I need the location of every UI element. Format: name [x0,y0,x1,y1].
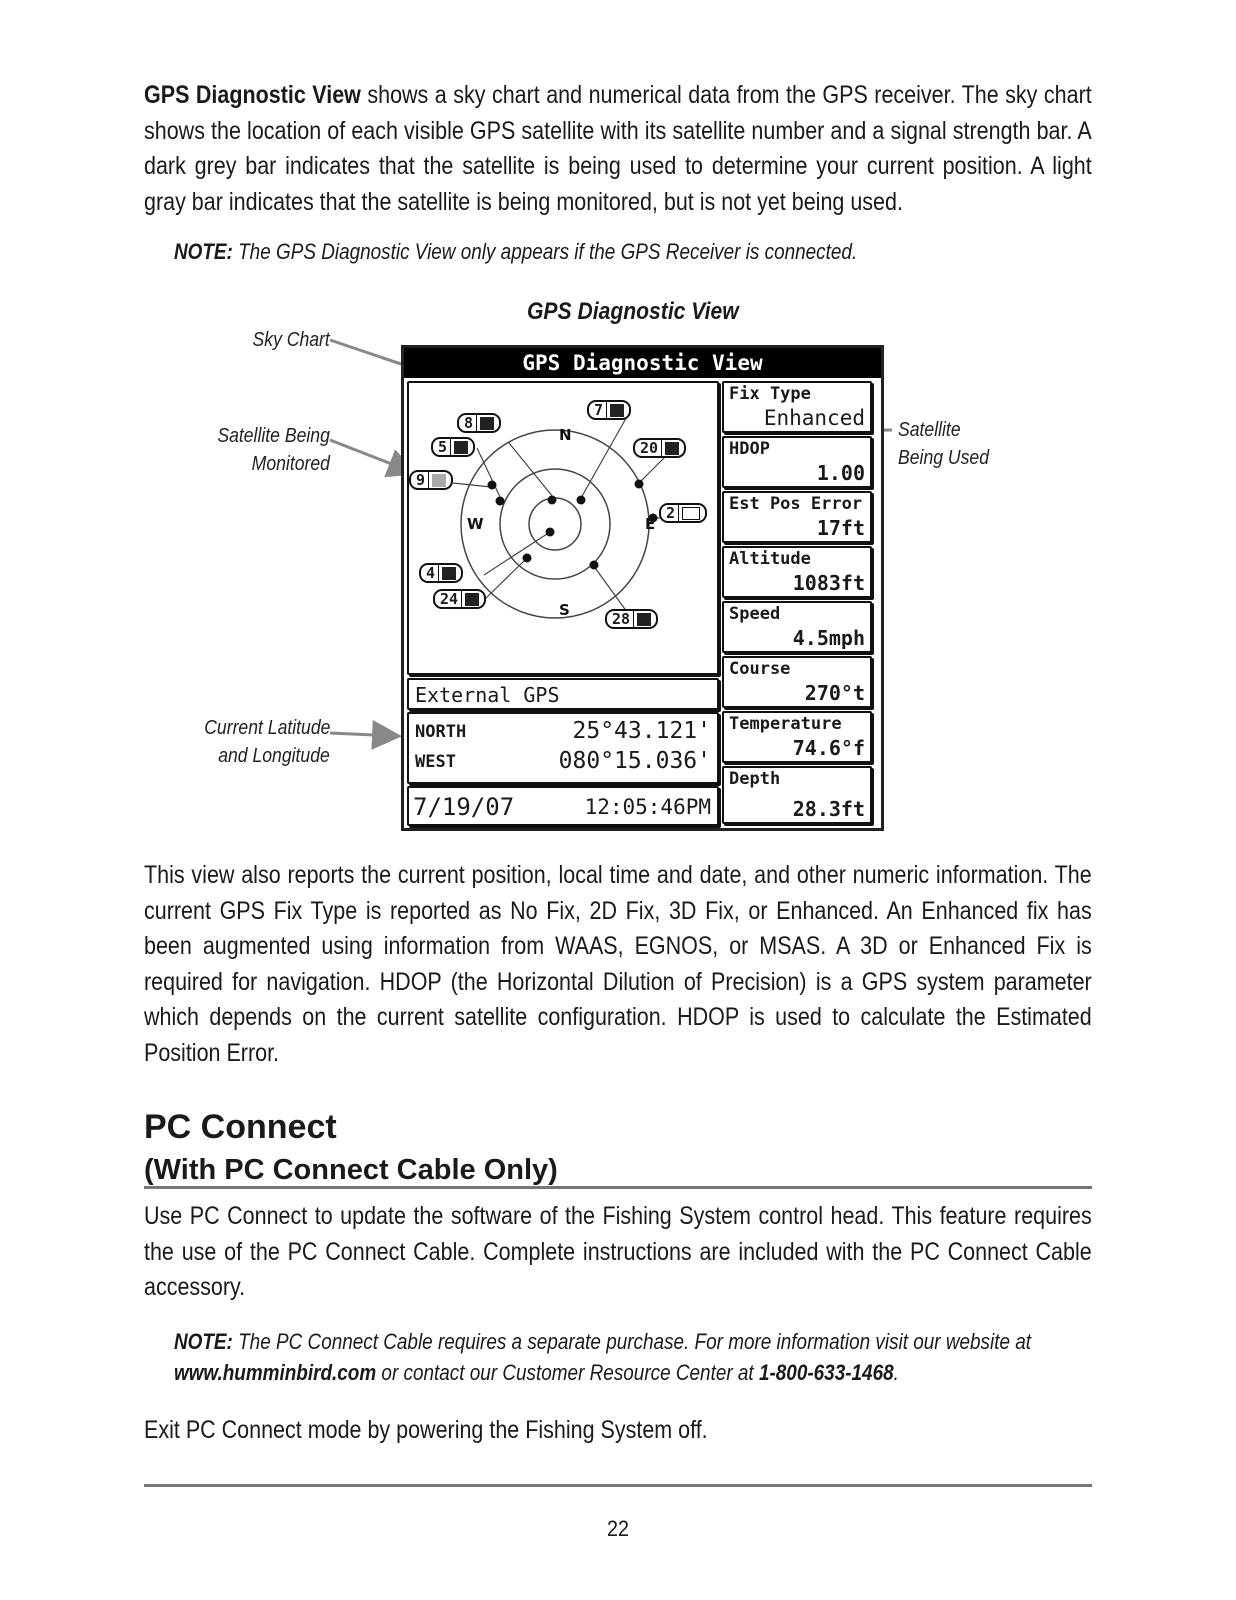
callout-used-line2: Being Used [898,447,989,469]
note-text: The GPS Diagnostic View only appears if the GPS Receiver is connected. [232,239,858,264]
source-panel [407,678,719,710]
latlon-arrow [330,733,396,736]
compass-w: W [467,515,484,533]
satellite-7: 7 [587,400,631,420]
monitored-arrow [330,440,412,472]
note-pc-connect [174,1326,1043,1388]
speed-label: Speed [729,604,781,624]
temperature-box [722,711,872,763]
hdop-label: HDOP [729,439,770,459]
website-link[interactable]: www.humminbird.com [174,1360,377,1385]
course-box [722,656,872,708]
est-pos-error-label: Est Pos Error [729,494,863,514]
callout-monitored-line1: Satellite Being [217,425,330,447]
est-pos-error-value: 17ft [816,516,865,540]
course-label: Course [729,659,791,679]
est-pos-error-box [722,491,872,543]
sky-chart-panel [407,381,719,675]
sat-dot [577,496,586,505]
lat-label: NORTH [415,722,467,742]
depth-box [722,766,872,824]
phone-number: 1-800-633-1468 [758,1360,894,1385]
gps-screen [401,345,884,831]
figure-caption: GPS Diagnostic View [527,298,739,325]
satellite-9-monitored: 9 [409,470,453,490]
note2-text2: or contact our Customer Resource Center at [376,1360,759,1385]
lon-label: WEST [415,752,456,772]
satellite-24: 24 [433,589,486,609]
intro-lead: GPS Diagnostic View [144,81,361,109]
fix-type-value: Enhanced [763,406,865,430]
altitude-value: 1083ft [792,571,865,595]
sat-dot [523,554,532,563]
screen-title: GPS Diagnostic View [404,348,881,378]
satellite-8: 8 [457,413,501,433]
callout-sky-chart: Sky Chart [252,329,330,351]
sat-dot [548,496,557,505]
altitude-box [722,546,872,598]
page-number: 22 [606,1516,630,1541]
position-panel [407,712,719,784]
altitude-label: Altitude [729,549,811,569]
compass-n: N [559,426,572,444]
note2-label: NOTE: [174,1329,233,1354]
fix-type-label: Fix Type [729,384,811,404]
speed-box [722,601,872,653]
datetime-panel [407,786,719,826]
note-label: NOTE: [174,239,233,264]
note2-text1: The PC Connect Cable requires a separate purchase. For more information visit our website at [232,1329,1032,1354]
hdop-value: 1.00 [816,461,865,485]
sky-ring-outer [461,430,649,618]
sky-chart [409,383,717,673]
satellite-28: 28 [605,609,658,629]
exit-paragraph: Exit PC Connect mode by powering the Fishing System off. [144,1416,708,1444]
sat-dot [496,497,505,506]
pc-connect-paragraph: Use PC Connect to update the software of the Fishing System control head. This feature requires the use of the PC Connect Cable. Complete instructions are included with the PC Connect Cable accessory. [144,1202,1092,1301]
section-title: PC Connect [144,1108,337,1146]
temperature-value: 74.6°f [792,736,865,760]
callout-latlon-line2: and Longitude [218,745,330,767]
section-rule [144,1186,1092,1189]
sat-dot [488,481,497,490]
speed-value: 4.5mph [792,626,865,650]
satellite-2: 2 [659,503,707,523]
course-value: 270°t [804,681,865,705]
compass-e: E [645,515,656,533]
lon-value: 080°15.036' [558,748,711,774]
satellite-4: 4 [419,563,463,583]
callout-used-line1: Satellite [898,419,961,441]
satellite-5: 5 [431,437,475,457]
callout-latlon-line1: Current Latitude [203,717,330,739]
source-label: External GPS [415,683,560,707]
satellite-20: 20 [633,438,686,458]
callout-monitored-line2: Monitored [251,453,330,475]
intro-text: shows a sky chart and numerical data from the GPS receiver. The sky chart shows the location of each visible GPS satellite with its satellite number and a signal strength bar. A dark grey bar indicates that the satellite is being used to determine your current position. A light gray bar indicates that the satellite is being monitored, but is not yet being used. [144,81,1092,216]
fix-type-box [722,381,872,433]
hdop-box [722,436,872,488]
depth-value: 28.3ft [792,797,865,821]
section-subtitle: (With PC Connect Cable Only) [144,1154,558,1186]
sat-dot [546,528,555,537]
depth-label: Depth [729,769,781,789]
sky-ring-inner [529,498,581,550]
footer-rule [144,1484,1092,1487]
date-value: 7/19/07 [413,793,515,821]
time-value: 12:05:46PM [584,795,711,819]
temperature-label: Temperature [729,714,842,734]
lat-value: 25°43.121' [572,718,711,744]
compass-s: S [559,601,570,619]
sat-dot [590,561,599,570]
sat-dot [635,480,644,489]
fix-description-paragraph: This view also reports the current position, local time and date, and other numeric information. The current GPS Fix Type is reported as No Fix, 2D Fix, 3D Fix, or Enhanced. An Enhanced fix has been augmented using information from WAAS, EGNOS, or MSAS. A 3D or Enhanced Fix is required for navigation. HDOP (the Horizontal Dilution of Precision) is a GPS system parameter which depends on the current satellite configuration. HDOP is used to calculate the Estimated Position Error. [144,861,1092,1067]
note2-text3: . [893,1360,899,1385]
